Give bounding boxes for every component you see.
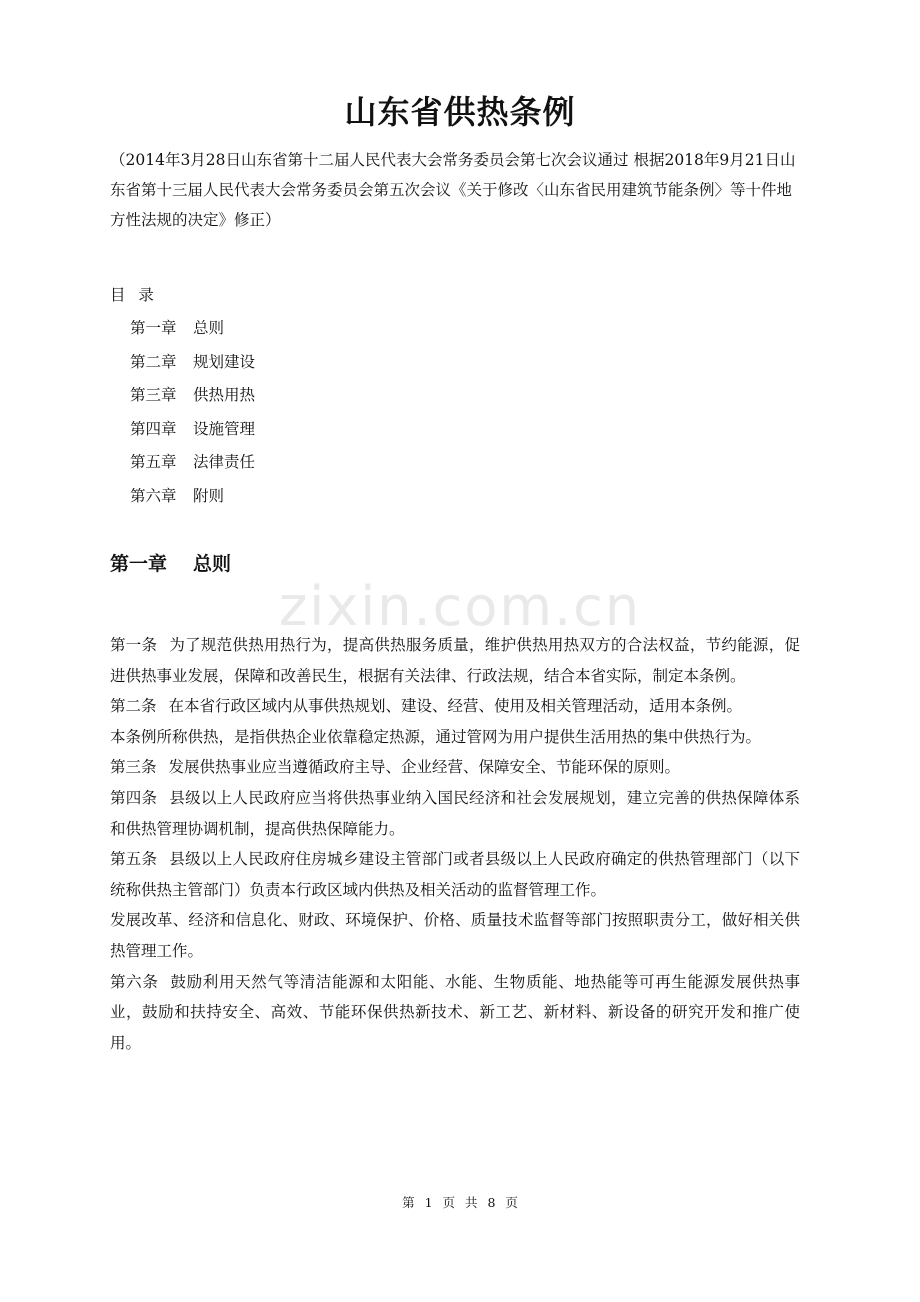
article-paragraph bbox=[110, 844, 800, 905]
article-body bbox=[110, 630, 800, 1058]
toc-chapter-number: 第二章 bbox=[130, 352, 177, 371]
chapter-number: 第一章 bbox=[110, 553, 168, 575]
toc-chapter-title: 总则 bbox=[193, 319, 225, 337]
article-paragraph bbox=[110, 630, 800, 691]
toc-chapter-title: 规划建设 bbox=[193, 352, 256, 371]
document-title: 山东省供热条例 bbox=[344, 93, 576, 131]
toc-chapter-number: 第五章 bbox=[130, 453, 177, 471]
article-text: 县级以上人民政府住房城乡建设主管部门或者县级以上人民政府确定的供热管理部门（以下统称供热主管部门）负责本行政区域内供热及相关活动的监督管理工作。 bbox=[110, 850, 800, 899]
chapter-title: 总则 bbox=[193, 553, 232, 575]
chapter-heading bbox=[110, 545, 231, 583]
toc-chapter-title: 供热用热 bbox=[193, 386, 256, 404]
article-number: 第二条 bbox=[110, 697, 157, 716]
article-number: 第五条 bbox=[110, 850, 158, 869]
toc-item bbox=[110, 379, 510, 413]
toc-item bbox=[110, 312, 510, 346]
article-text: 在本省行政区域内从事供热规划、建设、经营、使用及相关管理活动，适用本条例。 bbox=[168, 697, 743, 716]
toc-chapter-number: 第六章 bbox=[130, 486, 177, 505]
toc-chapter-number: 第三章 bbox=[130, 386, 177, 404]
table-of-contents bbox=[110, 279, 510, 513]
article-number: 第三条 bbox=[110, 758, 157, 777]
toc-chapter-title: 附则 bbox=[193, 486, 225, 505]
toc-chapter-title: 法律责任 bbox=[193, 453, 256, 471]
article-text: 发展改革、经济和信息化、财政、环境保护、价格、质量技术监督等部门按照职责分工，做好相关供热管理工作。 bbox=[110, 911, 800, 960]
toc-heading: 目 录 bbox=[110, 286, 158, 304]
article-paragraph bbox=[110, 905, 800, 966]
article-paragraph bbox=[110, 722, 800, 753]
article-text: 发展供热事业应当遵循政府主导、企业经营、保障安全、节能环保的原则。 bbox=[168, 758, 681, 777]
article-text: 县级以上人民政府应当将供热事业纳入国民经济和社会发展规划，建立完善的供热保障体系和供热管理协调机制，提高供热保障能力。 bbox=[110, 788, 800, 838]
article-number: 第一条 bbox=[110, 636, 158, 654]
toc-chapter-title: 设施管理 bbox=[193, 419, 256, 438]
article-number: 第六条 bbox=[110, 972, 159, 991]
article-paragraph bbox=[110, 967, 800, 1059]
article-text: 为了规范供热用热行为，提高供热服务质量，维护供热用热双方的合法权益，节约能源，促进供热事业发展，保障和改善民生，根据有关法律、行政法规，结合本省实际，制定本条例。 bbox=[110, 636, 800, 685]
toc-item bbox=[110, 413, 510, 447]
watermark: zixin.com.cn bbox=[278, 575, 642, 638]
article-text: 鼓励利用天然气等清洁能源和太阳能、水能、生物质能、地热能等可再生能源发展供热事业，鼓励和扶持安全、高效、节能环保供热新技术、新工艺、新材料、新设备的研究开发和推广使用。 bbox=[110, 972, 800, 1052]
toc-chapter-number: 第四章 bbox=[130, 419, 177, 438]
page-footer: 第 1 页 共 8 页 bbox=[402, 1195, 518, 1210]
toc-chapter-number: 第一章 bbox=[130, 319, 177, 337]
article-paragraph bbox=[110, 752, 800, 783]
article-paragraph bbox=[110, 691, 800, 722]
toc-item bbox=[110, 480, 510, 514]
toc-item bbox=[110, 346, 510, 380]
article-text: 本条例所称供热，是指供热企业依靠稳定热源，通过管网为用户提供生活用热的集中供热行为。 bbox=[110, 727, 762, 746]
source-note: （2014年3月28日山东省第十二届人民代表大会常务委员会第七次会议通过 根据2018年9月21日山东省第十三届人民代表大会常务委员会第五次会议《关于修改〈山东省民用建筑节能条例〉等十件地方性法规的决定》修正） bbox=[110, 151, 796, 229]
article-number: 第四条 bbox=[110, 788, 158, 807]
toc-item bbox=[110, 446, 510, 480]
article-paragraph bbox=[110, 783, 800, 844]
